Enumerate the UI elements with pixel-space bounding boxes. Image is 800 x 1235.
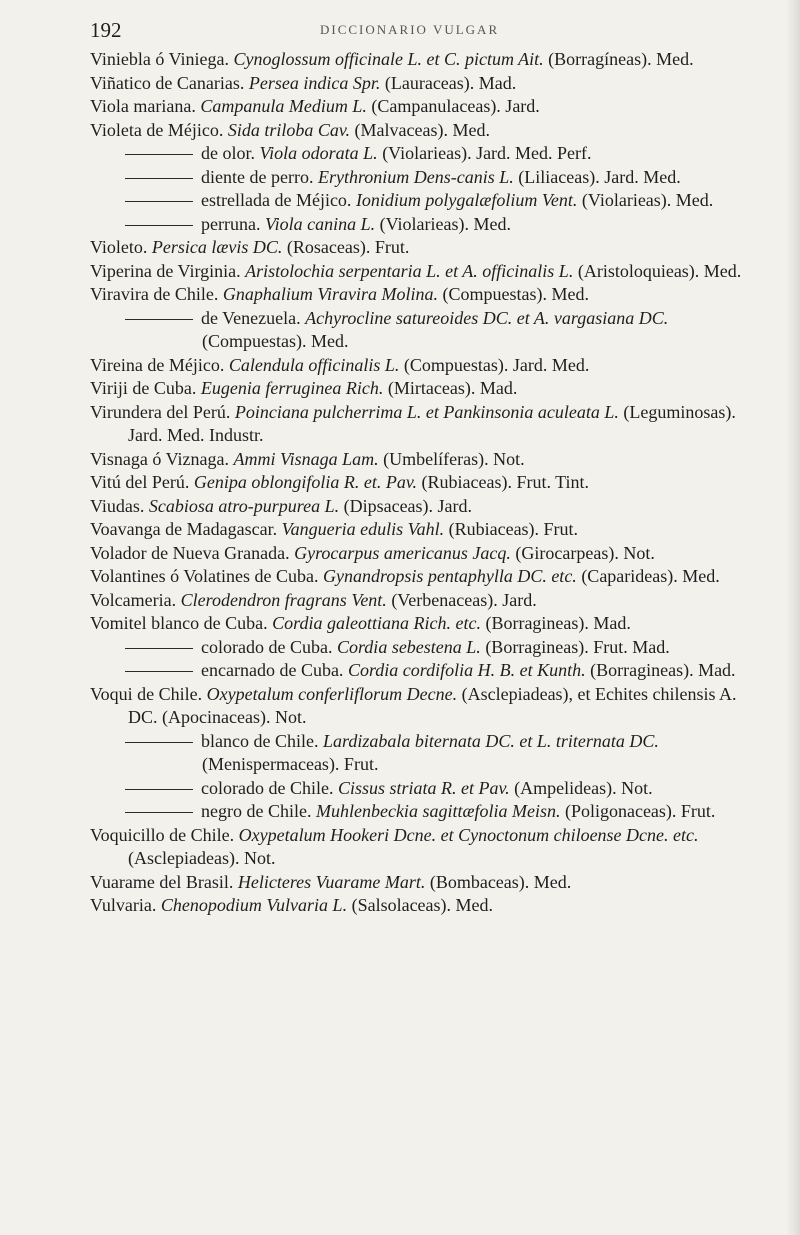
family-and-uses: (Compuestas). Med.: [442, 284, 590, 304]
entry-name: negro de Chile.: [201, 801, 312, 821]
entry-name: Voquicillo de Chile.: [90, 824, 235, 845]
scientific-name: Lardizabala biternata DC. et L. triternata DC.: [322, 730, 659, 751]
sub-entry: [90, 213, 770, 237]
dictionary-entry: [90, 518, 770, 542]
family-and-uses: (Borragineas). Frut. Mad.: [485, 636, 670, 657]
scientific-name: Helicteres Vuarame Mart.: [237, 871, 426, 892]
scientific-name: Gyrocarpus americanus Jacq.: [294, 542, 511, 563]
ditto-dash: [125, 648, 193, 649]
scientific-name: Viola odorata L.: [259, 143, 378, 163]
ditto-dash: [125, 742, 193, 743]
dictionary-entry: [90, 448, 770, 472]
dictionary-entry: [90, 589, 770, 613]
ditto-dash: [125, 671, 193, 672]
scientific-name: Erythronium Dens-canis L.: [317, 166, 514, 187]
family-and-uses: (Salsolaceas). Med.: [351, 895, 494, 915]
sub-entry: [90, 189, 770, 213]
scientific-name: Aristolochia serpentaria L. et A. officinalis L.: [245, 260, 574, 281]
scientific-name: Muhlenbeckia sagittæfolia Meisn.: [315, 801, 561, 821]
entry-name: Vitú del Perú.: [90, 472, 190, 492]
scientific-name: Cordia galeottiana Rich. etc.: [272, 613, 481, 633]
dictionary-entry: [90, 95, 770, 119]
entry-name: Virundera del Perú.: [90, 401, 231, 422]
sub-entry: [90, 166, 770, 190]
family-and-uses: (Asclepiadeas). Not.: [128, 848, 276, 868]
scientific-name: Vangueria edulis Vahl.: [281, 519, 445, 539]
ditto-dash: [125, 201, 193, 202]
sub-entry: [90, 659, 770, 683]
dictionary-entry: [90, 377, 770, 401]
family-and-uses: (Aristoloquieas). Med.: [577, 260, 742, 281]
scientific-name: Viola canina L.: [264, 213, 376, 234]
family-and-uses: (Campanulaceas). Jard.: [371, 96, 540, 116]
dictionary-entry: [90, 48, 770, 72]
family-and-uses: (Menispermaceas). Frut.: [202, 754, 379, 774]
family-and-uses: (Borragineas). Mad.: [485, 613, 631, 633]
family-and-uses: (Rosaceas). Frut.: [286, 237, 410, 257]
family-and-uses: (Caparideas). Med.: [581, 566, 720, 586]
dictionary-entry: [90, 894, 770, 918]
entry-name: Violeto.: [90, 237, 148, 257]
entry-name: Violeta de Méjico.: [90, 119, 224, 140]
dictionary-entry: [90, 354, 770, 378]
entry-name: Viudas.: [90, 495, 145, 516]
scientific-name: Gynandropsis pentaphylla DC. etc.: [323, 566, 577, 586]
family-and-uses: (Violarieas). Jard. Med. Perf.: [382, 143, 592, 163]
scientific-name: Poinciana pulcherrima L. et Pankinsonia aculeata L.: [234, 401, 619, 422]
family-and-uses: (Rubiaceas). Frut. Tint.: [421, 472, 590, 492]
entry-name: de Venezuela.: [201, 307, 301, 328]
entry-name: Volador de Nueva Granada.: [90, 542, 290, 563]
sub-entry: [90, 800, 770, 824]
dictionary-entry: [90, 119, 770, 143]
scientific-name: Persica lævis DC.: [151, 237, 283, 257]
family-and-uses: (Borragíneas). Med.: [548, 49, 694, 69]
sub-entry: [90, 730, 770, 777]
scientific-name: Genipa oblongifolia R. et. Pav.: [193, 472, 418, 492]
sub-entry: [90, 142, 770, 166]
scientific-name: Cordia cordifolia H. B. et Kunth.: [347, 660, 586, 680]
family-and-uses: (Dipsaceas). Jard.: [343, 495, 473, 516]
family-and-uses: (Lauraceas). Mad.: [384, 72, 517, 93]
dictionary-entry: [90, 401, 770, 448]
page-header: [90, 18, 770, 48]
scientific-name: Sida triloba Cav.: [227, 119, 351, 140]
scientific-name: Campanula Medium L.: [200, 96, 367, 116]
family-and-uses: (Violarieas). Med.: [379, 213, 512, 234]
dictionary-entry: [90, 471, 770, 495]
scientific-name: Chenopodium Vulvaria L.: [160, 895, 348, 915]
sub-entry: [90, 777, 770, 801]
scientific-name: Gnaphalium Viravira Molina.: [222, 284, 439, 304]
entry-name: Viperina de Virginia.: [90, 260, 241, 281]
family-and-uses: (Malvaceas). Med.: [354, 119, 490, 140]
family-and-uses: (Verbenaceas). Jard.: [391, 589, 537, 610]
family-and-uses: (Liliaceas). Jard. Med.: [518, 166, 681, 187]
dictionary-entry: [90, 871, 770, 895]
entry-name: Viñatico de Canarias.: [90, 72, 245, 93]
family-and-uses: (Girocarpeas). Not.: [515, 542, 655, 563]
scientific-name: Oxypetalum Hookeri Dcne. et Cynoctonum chiloense Dcne. etc.: [238, 824, 699, 845]
entry-name: blanco de Chile.: [201, 730, 319, 751]
running-head: DICCIONARIO VULGAR: [320, 22, 500, 37]
entry-name: Viriji de Cuba.: [90, 378, 197, 398]
entries-list: [90, 48, 770, 918]
ditto-dash: [125, 789, 193, 790]
scientific-name: Calendula officinalis L.: [228, 354, 400, 375]
scientific-name: Eugenia ferruginea Rich.: [200, 378, 384, 398]
dictionary-entry: [90, 612, 770, 636]
family-and-uses: (Mirtaceas). Mad.: [387, 378, 518, 398]
dictionary-entry: [90, 236, 770, 260]
entry-name: colorado de Chile.: [201, 777, 334, 798]
entry-name: Viniebla ó Viniega.: [90, 49, 229, 69]
entry-name: Viravira de Chile.: [90, 284, 219, 304]
entry-name: encarnado de Cuba.: [201, 660, 344, 680]
entry-name: Visnaga ó Viznaga.: [90, 448, 229, 469]
entry-name: de olor.: [201, 143, 255, 163]
ditto-dash: [125, 225, 193, 226]
entry-name: Voavanga de Madagascar.: [90, 519, 278, 539]
ditto-dash: [125, 319, 193, 320]
dictionary-entry: [90, 683, 770, 730]
entry-name: Vuarame del Brasil.: [90, 871, 234, 892]
sub-entry: [90, 307, 770, 354]
scientific-name: Cordia sebestena L.: [336, 636, 481, 657]
scientific-name: Persea indica Spr.: [248, 72, 381, 93]
family-and-uses: (Leguminosas). Jard. Med. Industr.: [128, 401, 736, 445]
dictionary-entry: [90, 283, 770, 307]
page-number: 192: [90, 18, 122, 42]
entry-name: estrellada de Méjico.: [201, 190, 352, 210]
family-and-uses: (Compuestas). Med.: [202, 331, 349, 351]
entry-name: Volcameria.: [90, 589, 177, 610]
family-and-uses: (Asclepiadeas), et Echites chilensis A. DC. (Apocinaceas). Not.: [128, 683, 737, 727]
sub-entry: [90, 636, 770, 660]
page-edge-shadow: [786, 0, 800, 1235]
scientific-name: Cissus striata R. et Pav.: [337, 777, 510, 798]
dictionary-entry: [90, 260, 770, 284]
scientific-name: Ionidium polygalæfolium Vent.: [355, 190, 578, 210]
entry-name: Viola mariana.: [90, 96, 196, 116]
family-and-uses: (Rubiaceas). Frut.: [448, 519, 579, 539]
scientific-name: Oxypetalum conferliflorum Decne.: [206, 683, 458, 704]
family-and-uses: (Borragineas). Mad.: [590, 660, 736, 680]
ditto-dash: [125, 178, 193, 179]
dictionary-entry: [90, 565, 770, 589]
entry-name: Vulvaria.: [90, 895, 157, 915]
dictionary-entry: [90, 824, 770, 871]
dictionary-entry: [90, 72, 770, 96]
entry-name: Vomitel blanco de Cuba.: [90, 613, 268, 633]
ditto-dash: [125, 154, 193, 155]
family-and-uses: (Violarieas). Med.: [581, 190, 714, 210]
entry-name: Vireina de Méjico.: [90, 354, 225, 375]
ditto-dash: [125, 812, 193, 813]
entry-name: Volantines ó Volatines de Cuba.: [90, 566, 319, 586]
scientific-name: Scabiosa atro-purpurea L.: [148, 495, 340, 516]
family-and-uses: (Ampelideas). Not.: [514, 777, 653, 798]
family-and-uses: (Umbelíferas). Not.: [383, 448, 525, 469]
scientific-name: Ammi Visnaga Lam.: [233, 448, 379, 469]
entry-name: perruna.: [201, 213, 261, 234]
entry-name: Voqui de Chile.: [90, 683, 203, 704]
family-and-uses: (Poligonaceas). Frut.: [564, 801, 716, 821]
scientific-name: Clerodendron fragrans Vent.: [180, 589, 387, 610]
entry-name: diente de perro.: [201, 166, 314, 187]
scientific-name: Cynoglossum officinale L. et C. pictum Ait.: [233, 49, 544, 69]
family-and-uses: (Bombaceas). Med.: [429, 871, 572, 892]
entry-name: colorado de Cuba.: [201, 636, 333, 657]
dictionary-entry: [90, 542, 770, 566]
family-and-uses: (Compuestas). Jard. Med.: [403, 354, 590, 375]
dictionary-entry: [90, 495, 770, 519]
scientific-name: Achyrocline satureoides DC. et A. vargasiana DC.: [305, 307, 669, 328]
